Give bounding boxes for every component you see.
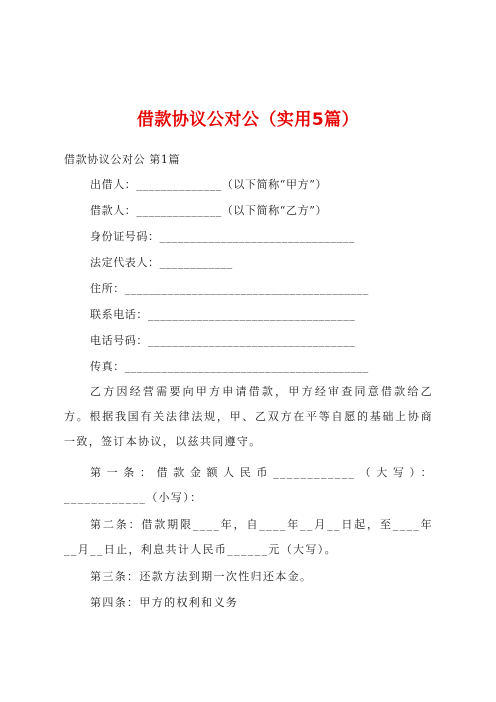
clause-2: 第二条：借款期限____年，自____年__月__日起，至____年__月__日止，利息共计人民币______元（大写）。 (64, 518, 433, 556)
clause-1: 第一条：借款金额人民币____________（大写）：____________（小写）： (64, 466, 433, 504)
lender-field: 出借人：______________（以下简称“甲方”） (90, 178, 328, 191)
intro-paragraph: 乙方因经营需要向甲方申请借款，甲方经审查同意借款给乙方。根据我国有关法律法规，甲、乙双方在平等自愿的基础上协商一致，签订本协议，以兹共同遵守。 (64, 385, 433, 448)
clause-4: 第四条：甲方的权利和义务 (90, 596, 239, 609)
id-number-field: 身份证号码：________________________________ (90, 230, 355, 243)
contact-phone-field: 联系电话：__________________________________ (90, 308, 356, 321)
section-heading: 借款协议公对公 第1篇 (64, 153, 181, 166)
clause-3: 第三条：还款方法到期一次性归还本金。 (90, 570, 313, 583)
document-title: 借款协议公对公（实用5篇） (136, 110, 360, 130)
fax-field: 传真：________________________________________ (90, 360, 369, 373)
legal-representative-field: 法定代表人：____________ (90, 256, 233, 269)
address-field: 住所：________________________________________ (90, 282, 369, 295)
telephone-field: 电话号码：__________________________________ (90, 334, 356, 347)
borrower-field: 借款人：______________（以下简称“乙方”） (90, 204, 328, 217)
